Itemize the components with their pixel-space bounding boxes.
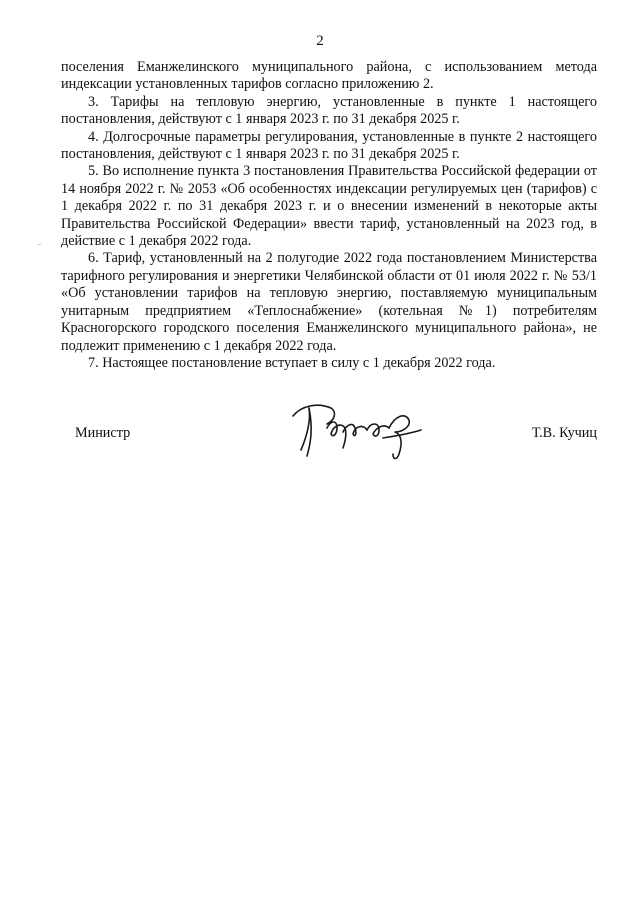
handwritten-signature-icon (287, 398, 427, 464)
paragraph-7: 7. Настоящее постановление вступает в силу с 1 декабря 2022 года. (88, 354, 496, 371)
margin-mark (38, 244, 41, 245)
signature-block (75, 398, 597, 468)
signer-name: Т.В. Кучиц (531, 425, 597, 441)
document-body (61, 59, 597, 372)
paragraph-5: 5. Во исполнение пункта 3 постановления Правительства Российской федерации от 14 ноября 2022 г. № 2053 «Об особенностях индексации регулируемых цен (тарифов) с 1 декабря 2022 г. по 31 декабря 2023 г. и о внесении изменений в некоторые акты Правительства Российской Федерации» ввести тариф, установленный на 2023 год, в действие с 1 декабря 2022 года. (61, 163, 597, 250)
signer-title: Министр (75, 425, 131, 441)
paragraph-4: 4. Долгосрочные параметры регулирования, установленные в пункте 2 настоящего постановления, действуют с 1 января 2023 г. по 31 декабря 2025 г. (61, 128, 597, 163)
paragraph-continuation: поселения Еманжелинского муниципального района, с использованием метода индексации установленных тарифов согласно приложению 2. (61, 59, 597, 93)
paragraph-6: 6. Тариф, установленный на 2 полугодие 2022 года постановлением Министерства тарифного регулирования и энергетики Челябинской области от 01 июля 2022 г. № 53/1 «Об установлении тарифов на тепловую энергию, поставляемую муниципальным унитарным предприятием «Теплоснабжение» (котельная №1) потребителям Красногорского городского поселения Еманжелинского муниципального района», не подлежит применению с 1 декабря 2022 года. (61, 250, 597, 354)
page-number: 2 (316, 33, 324, 49)
paragraph-3: 3. Тарифы на тепловую энергию, установленные в пункте 1 настоящего постановления, действуют с 1 января 2023 г. по 31 декабря 2025 г. (61, 93, 597, 128)
